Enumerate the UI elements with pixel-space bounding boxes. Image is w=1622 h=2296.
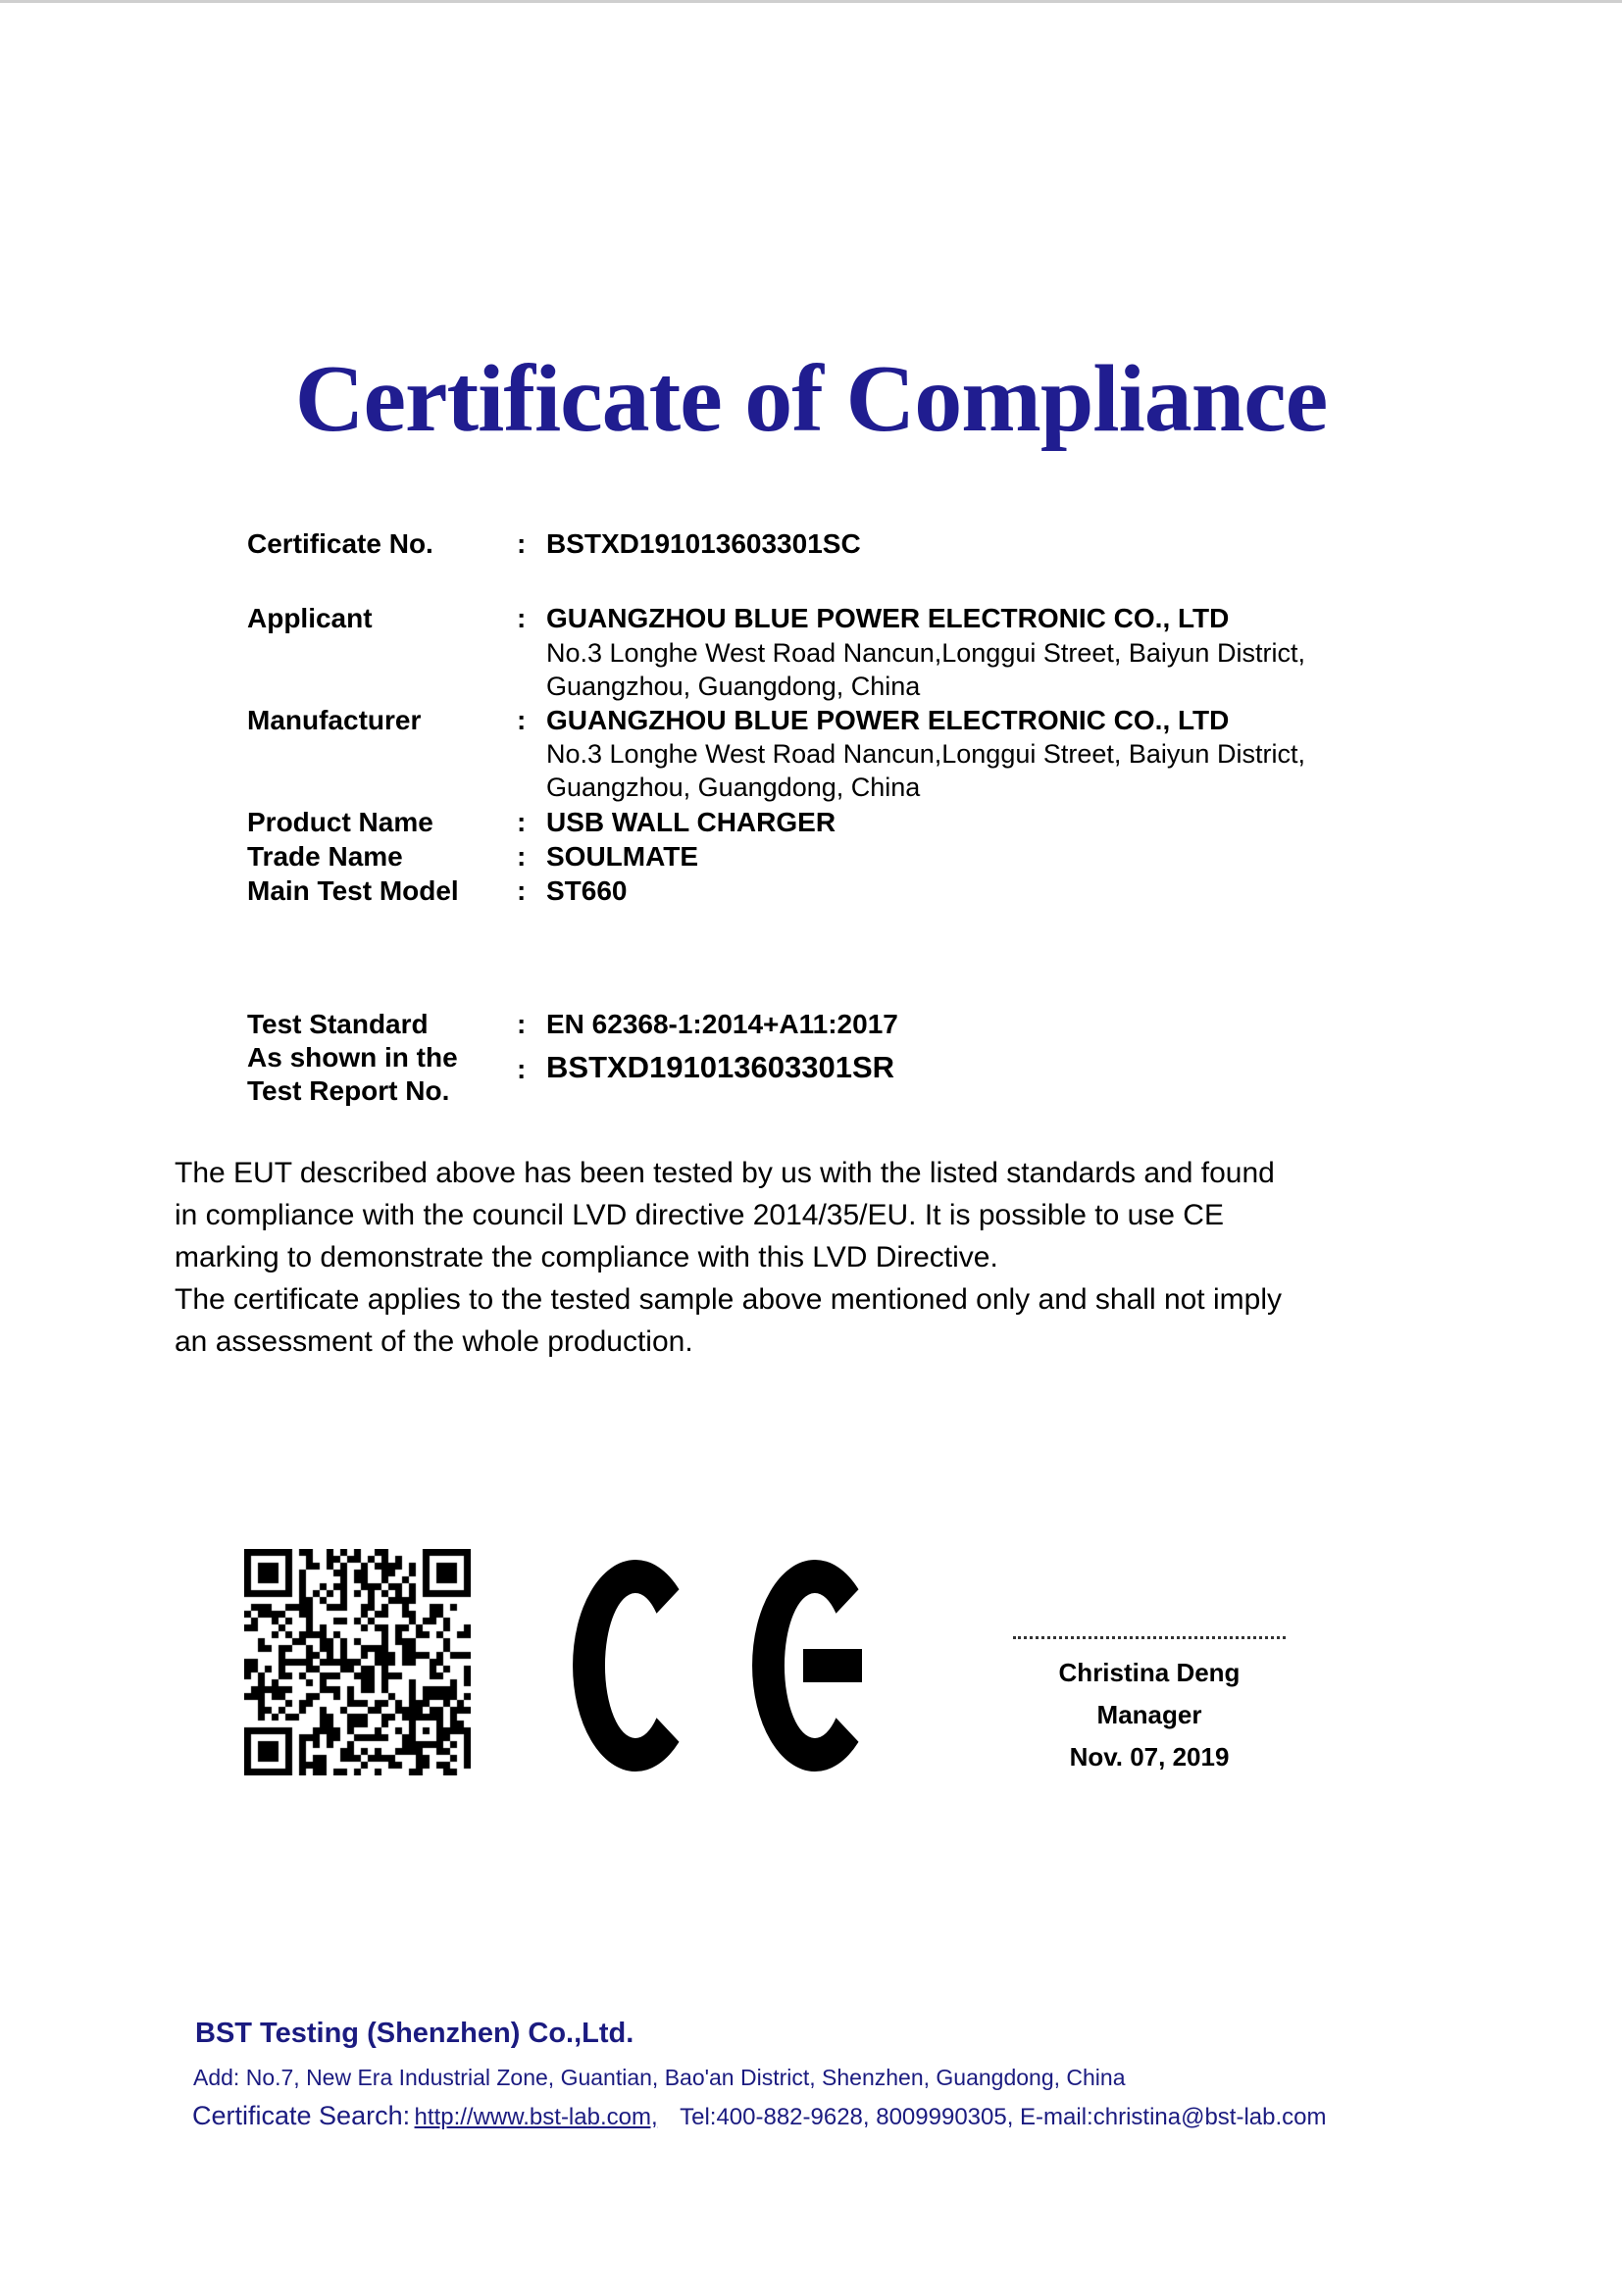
test-standard-value: EN 62368-1:2014+A11:2017: [546, 1009, 898, 1039]
statement-line: marking to demonstrate the compliance with this LVD Directive.: [175, 1241, 998, 1273]
footer-contact-info: Tel:400-882-9628, 8009990305, E-mail:christina@bst-lab.com: [680, 2104, 1327, 2130]
certificate-no-label: Certificate No.: [247, 528, 433, 559]
signatory-name: Christina Deng: [1058, 1658, 1241, 1687]
manufacturer-address-line1: No.3 Longhe West Road Nancun,Longgui Street, Baiyun District,: [546, 739, 1305, 769]
main-test-model-label: Main Test Model: [247, 875, 459, 906]
applicant-address-line2: Guangzhou, Guangdong, China: [546, 672, 921, 701]
page-title: Certificate of Compliance: [294, 346, 1328, 452]
test-standard-label-line1: Test Standard: [247, 1009, 429, 1039]
colon: :: [517, 528, 527, 559]
manufacturer-label: Manufacturer: [247, 705, 422, 735]
statement-line: an assessment of the whole production.: [175, 1325, 693, 1358]
trade-name-label: Trade Name: [247, 841, 403, 872]
statement-line: The EUT described above has been tested by us with the listed standards and found: [175, 1157, 1275, 1189]
ce-mark-icon: [573, 1560, 877, 1772]
footer-search-line: [192, 2101, 1327, 2131]
qr-code: [244, 1549, 471, 1775]
manufacturer-address-line2: Guangzhou, Guangdong, China: [546, 773, 921, 802]
footer-company-name: BST Testing (Shenzhen) Co.,Ltd.: [195, 2018, 634, 2049]
applicant-label: Applicant: [247, 603, 373, 633]
test-report-no-value: BSTXD191013603301SR: [546, 1050, 895, 1084]
product-name-label: Product Name: [247, 807, 433, 837]
colon: :: [517, 807, 527, 837]
test-standard-label-line2: As shown in the: [247, 1042, 458, 1073]
certificate-search-link[interactable]: http://www.bst-lab.com,: [414, 2104, 658, 2130]
certificate-search-label: Certificate Search:: [192, 2101, 411, 2130]
colon: :: [517, 705, 527, 735]
main-test-model-value: ST660: [546, 875, 628, 906]
statement-line: The certificate applies to the tested sample above mentioned only and shall not imply: [175, 1283, 1282, 1316]
signature-date: Nov. 07, 2019: [1069, 1742, 1230, 1772]
applicant-address-line1: No.3 Longhe West Road Nancun,Longgui Street, Baiyun District,: [546, 638, 1305, 668]
manufacturer-value: GUANGZHOU BLUE POWER ELECTRONIC CO., LTD: [546, 705, 1230, 735]
colon: :: [517, 1054, 527, 1084]
applicant-value: GUANGZHOU BLUE POWER ELECTRONIC CO., LTD: [546, 603, 1230, 633]
statement-line: in compliance with the council LVD directive 2014/35/EU. It is possible to use CE: [175, 1199, 1224, 1231]
colon: :: [517, 1009, 527, 1039]
product-name-value: USB WALL CHARGER: [546, 807, 836, 837]
colon: :: [517, 603, 527, 633]
certificate-no-value: BSTXD191013603301SC: [546, 528, 861, 559]
signatory-role: Manager: [1096, 1700, 1202, 1729]
colon: :: [517, 875, 527, 906]
footer-address: Add: No.7, New Era Industrial Zone, Guantian, Bao'an District, Shenzhen, Guangdong, China: [193, 2065, 1126, 2090]
colon: :: [517, 841, 527, 872]
signature-dotted-line: [1013, 1636, 1286, 1639]
test-standard-label-line3: Test Report No.: [247, 1075, 450, 1106]
trade-name-value: SOULMATE: [546, 841, 699, 872]
